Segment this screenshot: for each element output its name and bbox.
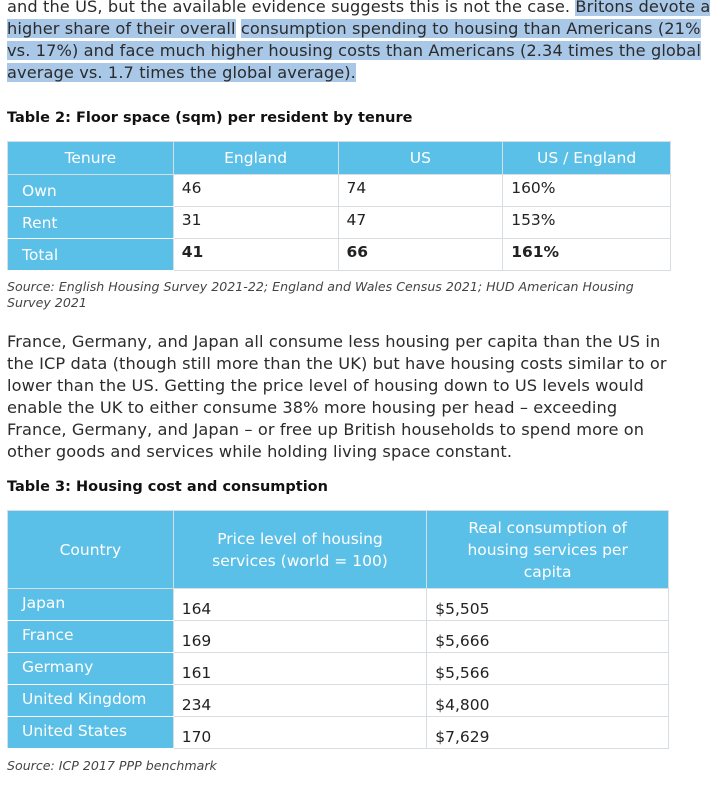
row-label: Own bbox=[8, 175, 174, 207]
cell-us: 66 bbox=[338, 239, 503, 271]
cell-consumption: $5,505 bbox=[427, 589, 669, 621]
column-header-ratio: US / England bbox=[503, 142, 671, 175]
table2-source: Source: English Housing Survey 2021-22; England and Wales Census 2021; HUD American Housing Survey 2021 bbox=[7, 279, 634, 310]
column-header-consumption: Real consumption of housing services per capita bbox=[427, 511, 669, 589]
cell-us: 74 bbox=[338, 175, 503, 207]
table3-title: Table 3: Housing cost and consumption bbox=[7, 479, 328, 495]
cell-us: 47 bbox=[338, 207, 503, 239]
table3-source: Source: ICP 2017 PPP benchmark bbox=[7, 758, 217, 773]
table-row bbox=[8, 589, 669, 621]
cell-consumption: $7,629 bbox=[427, 717, 669, 749]
row-label: United Kingdom bbox=[8, 685, 174, 717]
cell-price: 234 bbox=[173, 685, 427, 717]
cell-england: 41 bbox=[173, 239, 338, 271]
row-label: Rent bbox=[8, 207, 174, 239]
cell-price: 169 bbox=[173, 621, 427, 653]
table-row bbox=[8, 717, 669, 749]
table-row bbox=[8, 685, 669, 717]
row-label: Japan bbox=[8, 589, 174, 621]
cell-price: 170 bbox=[173, 717, 427, 749]
paragraph-line bbox=[7, 62, 679, 84]
column-header-england: England bbox=[173, 142, 338, 175]
cell-england: 31 bbox=[173, 207, 338, 239]
table2-title: Table 2: Floor space (sqm) per resident by tenure bbox=[7, 110, 413, 126]
highlighted-text[interactable]: average vs. 1.7 times the global average). bbox=[7, 63, 356, 82]
highlighted-text[interactable]: Britons devote a bbox=[575, 0, 710, 16]
cell-england: 46 bbox=[173, 175, 338, 207]
paragraph-text: and the US, but the available evidence suggests this is not the case. bbox=[7, 0, 576, 16]
highlighted-text[interactable]: consumption spending to housing than Americans (21% bbox=[240, 19, 701, 38]
highlighted-text[interactable]: vs. 17%) and face much higher housing costs than Americans (2.34 times the global bbox=[7, 41, 701, 60]
row-label: Germany bbox=[8, 653, 174, 685]
row-label: United States bbox=[8, 717, 174, 749]
column-header-price-level: Price level of housing services (world = 100) bbox=[173, 511, 427, 589]
table-row bbox=[8, 207, 671, 239]
table-header-row bbox=[8, 511, 669, 589]
paragraph-line bbox=[7, 0, 710, 18]
floor-space-table bbox=[7, 141, 671, 271]
cell-consumption: $5,666 bbox=[427, 621, 669, 653]
housing-cost-table bbox=[7, 510, 669, 749]
cell-price: 164 bbox=[173, 589, 427, 621]
column-header-tenure: Tenure bbox=[8, 142, 174, 175]
cell-ratio: 161% bbox=[503, 239, 671, 271]
intro-paragraph bbox=[7, 0, 710, 84]
cell-consumption: $5,566 bbox=[427, 653, 669, 685]
paragraph-line bbox=[7, 40, 701, 62]
column-header-us: US bbox=[338, 142, 503, 175]
paragraph-line bbox=[7, 18, 701, 40]
cell-ratio: 153% bbox=[503, 207, 671, 239]
row-label: Total bbox=[8, 239, 174, 271]
cell-price: 161 bbox=[173, 653, 427, 685]
cell-consumption: $4,800 bbox=[427, 685, 669, 717]
highlighted-text[interactable]: higher share of their overall bbox=[7, 19, 236, 38]
cell-ratio: 160% bbox=[503, 175, 671, 207]
table-row bbox=[8, 175, 671, 207]
table-row bbox=[8, 239, 671, 271]
table-header-row bbox=[8, 142, 671, 175]
table-row bbox=[8, 653, 669, 685]
column-header-country: Country bbox=[8, 511, 174, 589]
table-row bbox=[8, 621, 669, 653]
row-label: France bbox=[8, 621, 174, 653]
body-paragraph: France, Germany, and Japan all consume less housing per capita than the US in the ICP data (though still more than the UK) but have housing costs similar to or lower than the US. Getting the price level of housing down to US levels would enable the UK to either consume 38% more housing per head – exceeding France, Germany, and Japan – or free up British households to spend more on other goods and services while holding living space constant. bbox=[7, 332, 667, 461]
